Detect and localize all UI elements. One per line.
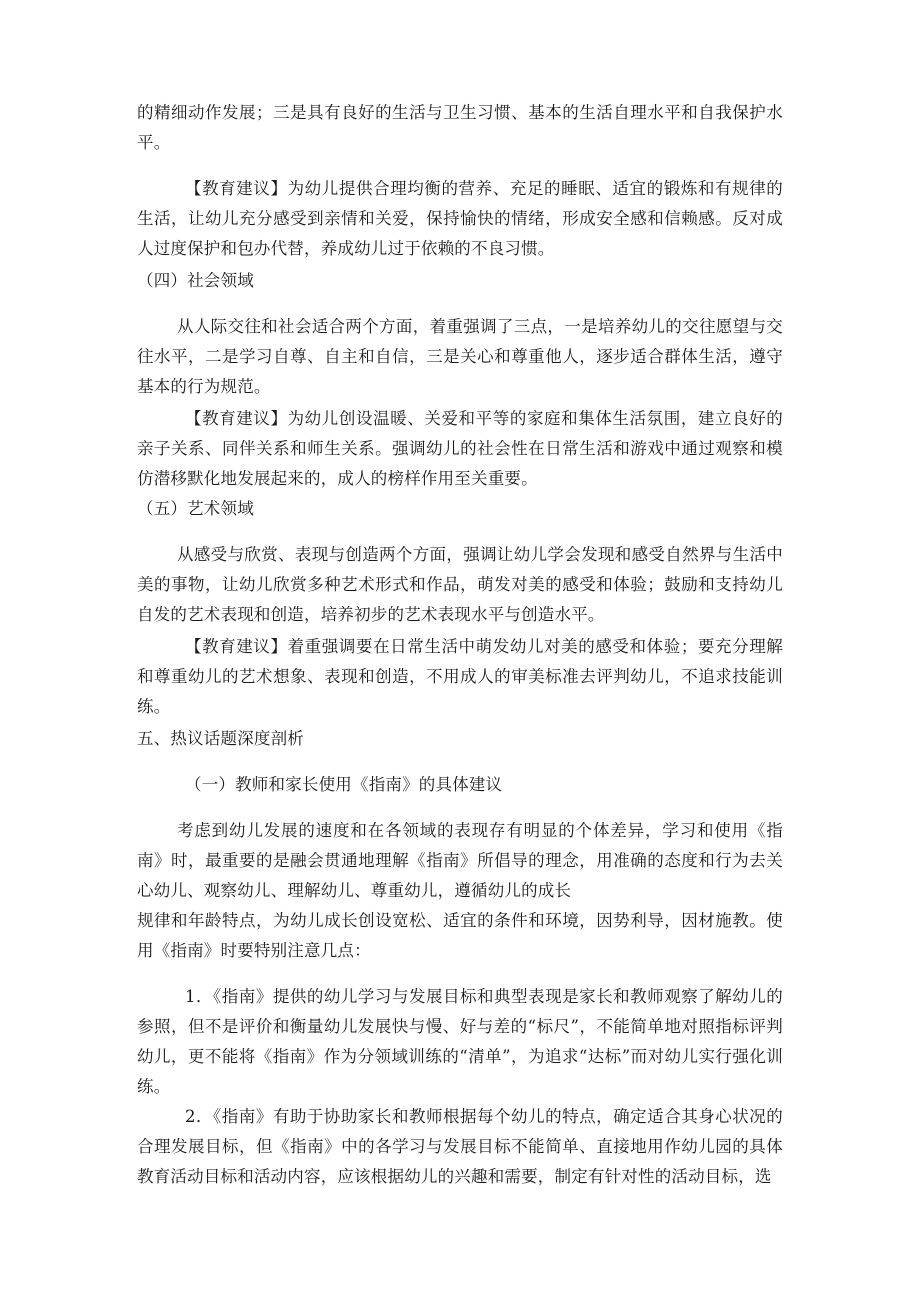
- paragraph-health-suggestion: 【教育建议】为幼儿提供合理均衡的营养、充足的睡眠、适宜的锻炼和有规律的生活，让幼儿充分感受到亲情和关爱，保持愉快的情绪，形成安全感和信赖感。反对成人过度保护和包办代替，养成幼儿过于依赖的不良习惯。: [137, 179, 783, 258]
- paragraph-guide-usage-intro: 考虑到幼儿发展的速度和在各领域的表现存有明显的个体差异，学习和使用《指南》时，最重要的是融会贯通地理解《指南》所倡导的理念，用准确的态度和行为去关心幼儿、观察幼儿、理解幼儿、尊重幼儿，遵循幼儿的成长: [137, 821, 783, 900]
- paragraph-social-goals: 从人际交往和社会适合两个方面，着重强调了三点，一是培养幼儿的交往愿望与交往水平，二是学习自尊、自主和自信，三是关心和尊重他人，逐步适合群体生活，遵守基本的行为规范。: [137, 317, 783, 396]
- heading-section-five: 五、热议话题深度剖析: [137, 729, 304, 748]
- paragraph-social-suggestion: 【教育建议】为幼儿创设温暖、关爱和平等的家庭和集体生活氛围，建立良好的亲子关系、同伴关系和师生关系。强调幼儿的社会性在日常生活和游戏中通过观察和模仿潜移默化地发展起来的，成人的榜样作用至关重要。: [137, 409, 783, 488]
- paragraph-art-goals: 从感受与欣赏、表现与创造两个方面，强调让幼儿学会发现和感受自然界与生活中美的事物，让幼儿欣赏多种艺术形式和作品，萌发对美的感受和体验；鼓励和支持幼儿自发的艺术表现和创造，培养初步的艺术表现水平与创造水平。: [137, 545, 783, 624]
- paragraph-point-one: 1．《指南》提供的幼儿学习与发展目标和典型表现是家长和教师观察了解幼儿的参照，但不是评价和衡量幼儿发展快与慢、好与差的“标尺”，不能简单地对照指标评判幼儿，更不能将《指南》作为分领域训练的“清单”，为追求“达标”而对幼儿实行强化训练。: [137, 987, 783, 1096]
- paragraph-guide-usage-continued: 规律和年龄特点，为幼儿成长创设宽松、适宜的条件和环境，因势利导，因材施教。使用《指南》时要特别注意几点：: [137, 911, 783, 960]
- heading-guide-usage: （一）教师和家长使用《指南》的具体建议: [185, 775, 503, 794]
- paragraph-health-goals-end: 的精细动作发展；三是具有良好的生活与卫生习惯、基本的生活自理水平和自我保护水平。: [137, 103, 783, 152]
- heading-art-domain: （五）艺术领域: [137, 499, 254, 518]
- paragraph-point-two: 2．《指南》有助于协助家长和教师根据每个幼儿的特点，确定适合其身心状况的合理发展目标，但《指南》中的各学习与发展目标不能简单、直接地用作幼儿园的具体教育活动目标和活动内容，应该根据幼儿的兴趣和需要，制定有针对性的活动目标，选: [137, 1107, 783, 1186]
- heading-social-domain: （四）社会领域: [137, 271, 254, 290]
- paragraph-art-suggestion: 【教育建议】着重强调要在日常生活中萌发幼儿对美的感受和体验；要充分理解和尊重幼儿的艺术想象、表现和创造，不用成人的审美标准去评判幼儿，不追求技能训练。: [137, 637, 783, 716]
